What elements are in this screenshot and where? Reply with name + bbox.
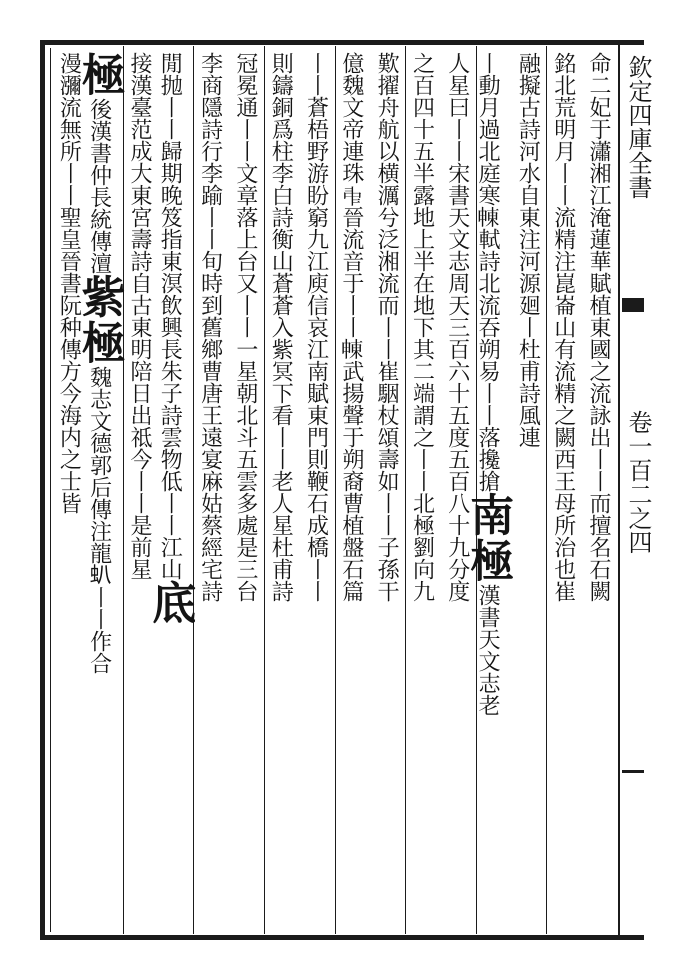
text-column (53, 52, 86, 514)
text-segment: 丨丨 (586, 448, 611, 492)
text-segment: 魏志文德郭后傳注龍𧈢丨丨作合 (86, 366, 112, 674)
text-segment: 命二妃于瀟湘江淹蓮華賦植東國之流詠出 (586, 52, 611, 448)
fishtail-mark (622, 298, 644, 312)
text-segment: 人星曰丨丨宋書天文志周天三百六十五度五百八十九分度 (444, 52, 470, 602)
text-segment: 丨 (515, 316, 541, 338)
left-border (40, 40, 45, 940)
text-segment: 後漢書仲長統傳澶 (86, 98, 112, 274)
text-segment: 接漢臺范成大東宮壽詩自古東明陪日出祗今丨丨是前星 (126, 52, 152, 580)
text-segment: 動月過北庭寒𣌾軾詩北流吞朔易丨丨落攙搶 (475, 74, 501, 492)
text-segment: 歎擢舟航以横濿兮泛湘流而丨丨崔駰杖頌壽如丨丨子孫干 (374, 52, 400, 602)
fishtail-mark-lower (622, 770, 644, 773)
text-segment: 丨 (475, 52, 501, 74)
text-column (300, 52, 333, 602)
top-border (40, 40, 644, 45)
text-segment: 漢書天文志老 (475, 584, 501, 716)
text-segment: 則鑄銅爲柱李白詩衡山蒼蒼入紫冥下看丨丨老人星杜甫詩 (268, 52, 294, 602)
text-segment: 杜甫詩風連 (515, 338, 541, 448)
text-segment: 丨丨蒼梧野游盼窮九江庾信哀江南賦東門則鞭石成橋丨丨 (303, 52, 329, 602)
text-column (124, 52, 157, 580)
bottom-border (40, 935, 644, 940)
text-segment: 漫瀰流無所丨丨 (56, 52, 82, 206)
text-segment: 之百四十五半露地上半在地下其二端謂之丨丨北極劉向九 (409, 52, 435, 602)
text-column (512, 52, 545, 448)
text-column (406, 52, 439, 602)
text-segment: 億魏文帝連珠𠁩晉流音于丨丨𣌾武揚聲于朔裔曹植盤石篇 (338, 52, 364, 602)
juan-number: 卷一百二之四 (624, 410, 652, 554)
text-segment: 冠冕通丨丨文章落上台又丨丨一星朝北斗五雲多處是三台 (232, 52, 258, 602)
entry-heading: 極 (73, 52, 125, 98)
text-segment: 閒抛丨丨歸期晚笈指東溟飲興長朱子詩雲物低丨丨江山 (157, 52, 183, 580)
book-title-header: 欽定四庫全書 (624, 55, 652, 199)
text-column (265, 52, 298, 602)
text-column (547, 52, 580, 602)
entry-heading: 紫極 (73, 274, 125, 366)
text-segment: 李商隱詩行李踰丨丨旬時到舊鄉曹唐王遠宴麻姑蔡經宅詩 (197, 52, 223, 602)
text-segment: 而擅名石闕 (586, 492, 611, 602)
text-column (73, 52, 125, 674)
text-column (583, 52, 616, 602)
text-segment: 聖皇晉書阮种傳方今海内之士皆 (56, 206, 82, 514)
text-segment: 融擬古詩河水自東注河源廻 (515, 52, 541, 316)
text-column (144, 52, 196, 626)
text-segment: 銘北荒明月丨丨流精注崑崙山有流精之闕西王母所治也崔 (550, 52, 576, 602)
entry-heading: 南極 (462, 492, 514, 584)
text-column (230, 52, 263, 602)
entry-heading: 底 (144, 580, 196, 626)
text-column (462, 52, 514, 716)
text-column (441, 52, 474, 602)
right-border (618, 40, 620, 940)
text-column (371, 52, 404, 602)
text-column (336, 52, 369, 602)
text-column (194, 52, 227, 602)
